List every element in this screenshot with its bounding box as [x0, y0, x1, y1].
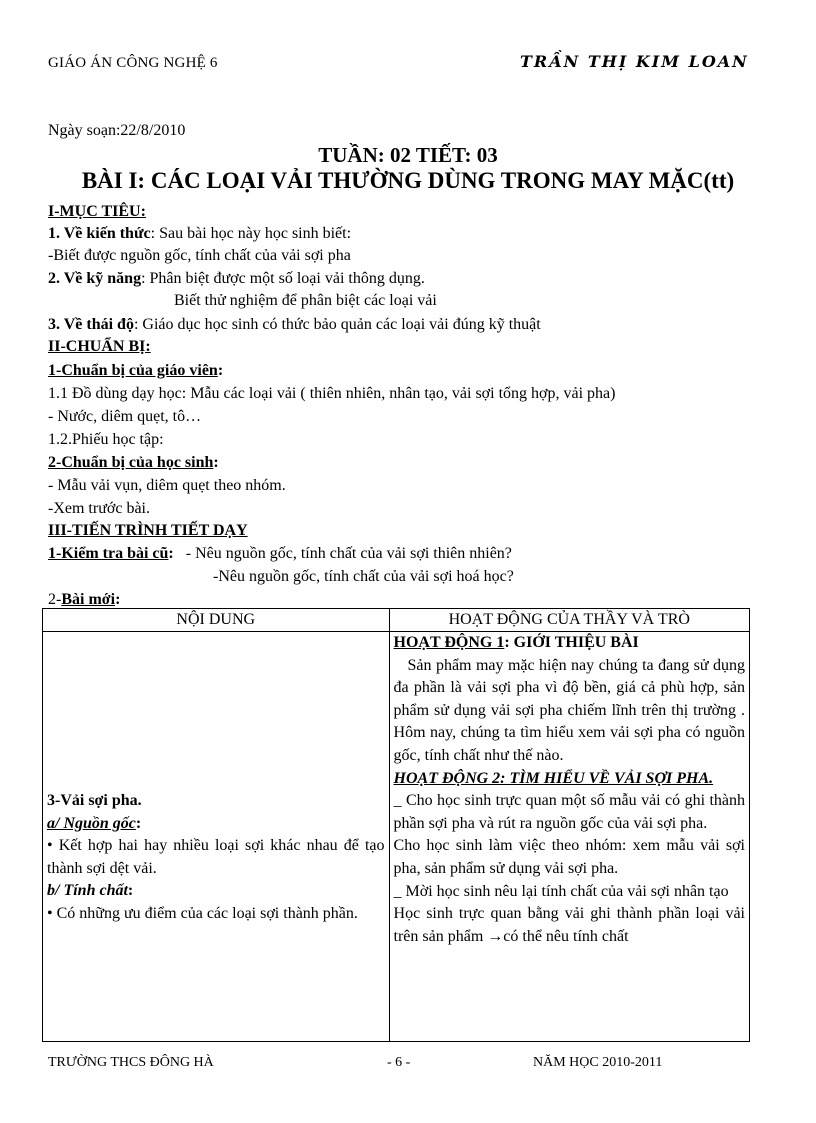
section-process-heading: III-TIẾN TRÌNH TIẾT DẠY: [48, 522, 248, 539]
header-subject: GIÁO ÁN CÔNG NGHỆ 6: [48, 55, 218, 71]
knowledge-line: [48, 223, 351, 245]
week-period: TUẦN: 02 TIẾT: 03: [318, 143, 498, 167]
prep-date: Ngày soạn:22/8/2010: [48, 122, 186, 139]
content-cell: [43, 632, 390, 1042]
teacher-item-2: - Nước, diêm quẹt, tô…: [48, 408, 202, 425]
column-activity-header: HOẠT ĐỘNG CỦA THẦY VÀ TRÒ: [389, 609, 749, 632]
lesson-title: BÀI I: CÁC LOẠI VẢI THƯỜNG DÙNG TRONG MAY MẶC(tt): [81, 168, 735, 193]
attitude-label: 3. Về thái độ: [48, 316, 134, 333]
teacher-prep-label: 1-Chuẩn bị của giáo viên: [48, 362, 218, 379]
property-heading: [47, 880, 385, 903]
column-content-header: NỘI DUNG: [43, 609, 390, 632]
activity-2-para-2: Cho học sinh làm việc theo nhóm: xem mẫu vải sợi pha, sản phẩm sử dụng vải sợi pha.: [393, 837, 745, 877]
footer-school: TRƯỜNG THCS ĐÔNG HÀ: [48, 1055, 214, 1070]
activity-1-label: HOẠT ĐỘNG 1: [393, 634, 505, 651]
activity-1-heading: [394, 632, 745, 655]
footer-page-number: - 6 -: [387, 1055, 411, 1070]
student-item-1: - Mẫu vải vụn, diêm quẹt theo nhóm.: [48, 477, 286, 494]
student-prep-line: [48, 452, 219, 474]
activity-1-text: : GIỚI THIỆU BÀI: [504, 634, 639, 651]
attitude-line: [48, 314, 541, 336]
origin-heading: [47, 813, 385, 836]
attitude-text: : Giáo dục học sinh có thức bảo quản các loại vải đúng kỹ thuật: [133, 316, 541, 333]
knowledge-text: : Sau bài học này học sinh biết:: [150, 225, 352, 242]
check-old-lesson-line: [48, 543, 512, 565]
teacher-item-1: 1.1 Đồ dùng dạy học: Mẫu các loại vải ( thiên nhiên, nhân tạo, vải sợi tổng hợp, vải pha): [48, 385, 616, 402]
new-lesson-colon: :: [115, 591, 121, 608]
activity-2-para-4: Học sinh trực quan bằng vải ghi thành phần loại vải trên sản phẩm →có thể nêu tính chất: [393, 905, 745, 945]
check-prefix: 1-: [48, 545, 62, 562]
table-row: [43, 632, 750, 1042]
table-header-row: [43, 609, 750, 632]
activity-cell: [389, 632, 749, 1042]
student-prep-label: 2-Chuẩn bị của học sinh: [48, 454, 214, 471]
new-lesson-prefix: 2-: [48, 591, 62, 608]
student-prep-colon: :: [213, 454, 219, 471]
teacher-item-3: 1.2.Phiếu học tập:: [48, 431, 164, 448]
property-label: b/ Tính chất: [47, 882, 128, 900]
teacher-prep-colon: :: [217, 362, 224, 379]
header-author: TRẦN THỊ KIM LOAN: [520, 52, 749, 71]
section-prep-heading: II-CHUẨN BỊ:: [48, 338, 151, 355]
new-lesson-label: Bài mới: [61, 591, 116, 608]
activity-2-para-1: _ Cho học sinh trực quan một số mẫu vải có ghi thành phần sợi pha và rút ra nguồn gốc của vải sợi pha.: [393, 792, 745, 832]
check-colon: :: [168, 545, 174, 562]
skill-line: [48, 268, 425, 290]
skill-label: 2. Về kỹ năng: [48, 270, 142, 287]
content-title: 3-Vải sợi pha.: [47, 792, 142, 809]
activity-1-body: Sản phẩm may mặc hiện nay chúng ta đang sử dụng đa phần là vải sợi pha vì độ bền, giá cả phù hợp, sản phẩm sử dụng vải sợi pha chiếm lĩnh trên thị trường . Hôm nay, chúng ta tìm hiểu xem vải sợi pha có nguồn gốc, tính chất như thế nào.: [393, 656, 745, 764]
property-text: • Có những ưu điểm của các loại sợi thành phần.: [47, 904, 358, 922]
knowledge-label: 1. Về kiến thức: [48, 225, 151, 242]
activity-2-para-3: _ Mời học sinh nêu lại tính chất của vải sợi nhân tạo: [393, 882, 729, 900]
property-colon: :: [127, 882, 134, 900]
origin-colon: :: [135, 814, 142, 832]
skill-item: Biết thử nghiệm để phân biệt các loại vải: [174, 292, 437, 309]
activity-2-heading: HOẠT ĐỘNG 2: TÌM HIỂU VỀ VẢI SỢI PHA.: [393, 769, 714, 787]
skill-text: : Phân biệt được một số loại vải thông dụng.: [141, 270, 425, 287]
lesson-table: [42, 608, 750, 1042]
knowledge-item: -Biết được nguồn gốc, tính chất của vải sợi pha: [48, 247, 351, 264]
student-item-2: -Xem trước bài.: [48, 500, 150, 517]
check-question-1: - Nêu nguồn gốc, tính chất của vải sợi thiên nhiên?: [185, 545, 512, 562]
section-objectives-heading: I-MỤC TIÊU:: [48, 203, 146, 220]
check-question-2: -Nêu nguồn gốc, tính chất của vải sợi hoá học?: [213, 568, 514, 585]
origin-label: a/ Nguồn gốc: [47, 814, 136, 832]
check-label: Kiểm tra bài cũ: [61, 545, 169, 562]
footer-school-year: NĂM HỌC 2010-2011: [533, 1055, 663, 1070]
teacher-prep-line: [48, 360, 223, 382]
origin-text: • Kết hợp hai hay nhiều loại sợi khác nhau để tạo thành sợi dệt vải.: [47, 837, 385, 877]
